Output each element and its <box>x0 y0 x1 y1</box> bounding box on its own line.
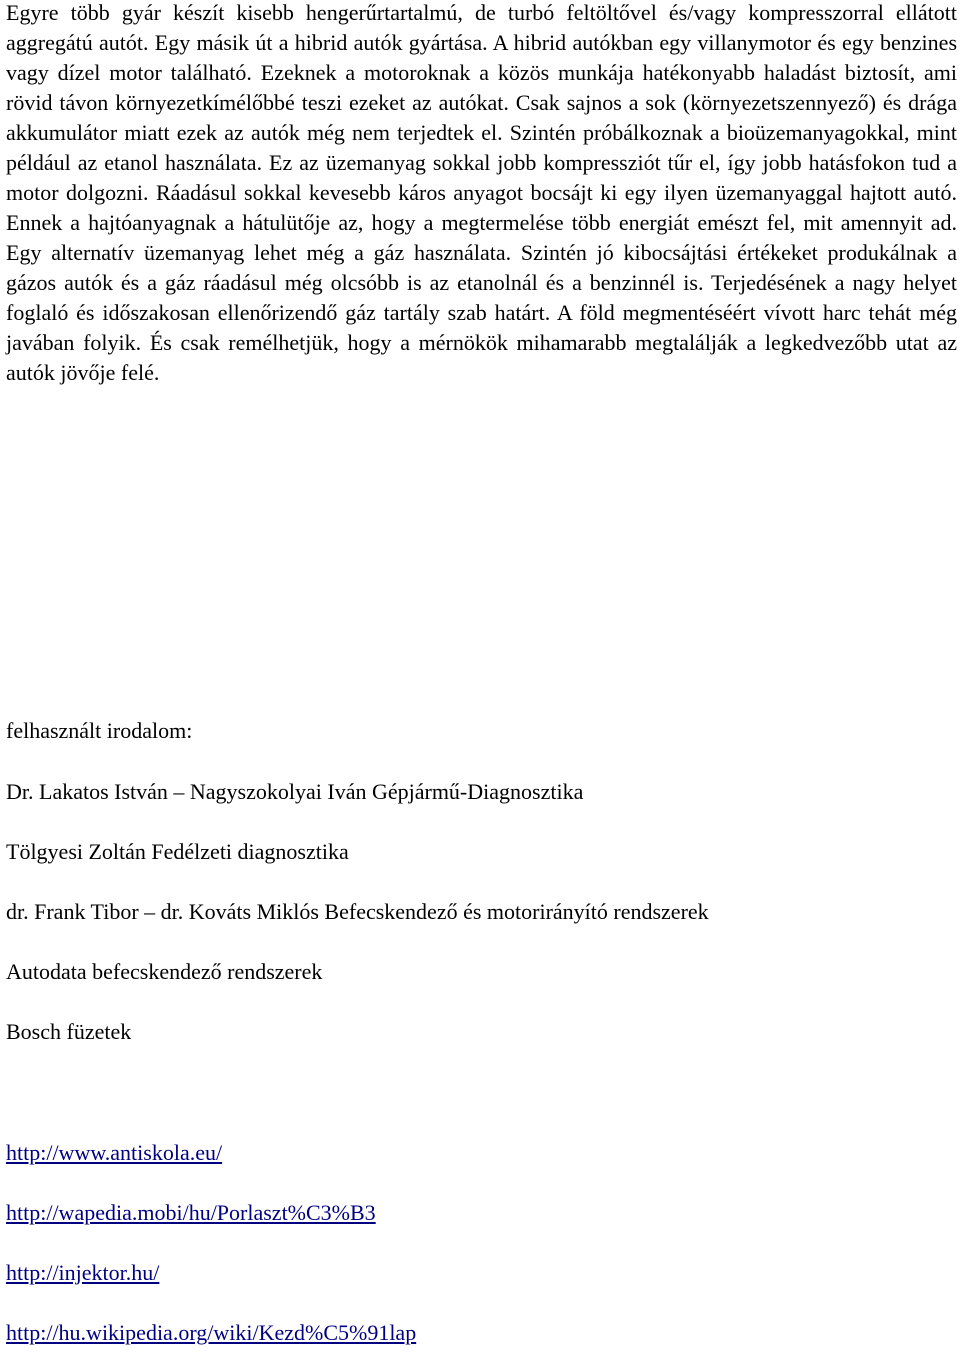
reference-item-bosch: Bosch füzetek <box>6 1019 132 1044</box>
reference-item-autodata: Autodata befecskendező rendszerek <box>6 959 323 984</box>
reference-link-wapedia[interactable]: http://wapedia.mobi/hu/Porlaszt%C3%B3 <box>6 1200 376 1225</box>
reference-link-row <box>6 1258 159 1288</box>
references-heading: felhasznált irodalom: <box>6 718 193 743</box>
reference-link-antiskola[interactable]: http://www.antiskola.eu/ <box>6 1140 223 1165</box>
reference-link-row <box>6 1138 222 1168</box>
reference-item-tolgyesi: Tölgyesi Zoltán Fedélzeti diagnosztika <box>6 839 349 864</box>
reference-link-injektor[interactable]: http://injektor.hu/ <box>6 1260 160 1285</box>
reference-link-row <box>6 1318 416 1348</box>
body-paragraph: Egyre több gyár készít kisebb hengerűrtartalmú, de turbó feltöltővel és/vagy kompresszorral ellátott aggregátú autót. Egy másik út a hibrid autók gyártása. A hibrid autókban egy villanymotor és egy benzines vagy dízel motor található. Ezeknek a motoroknak a közös munkája hatékonyabb haladást biztosít, ami rövid távon környezetkímélőbbé teszi ezeket az autókat. Csak sajnos a sok (környezetszennyező) és drága akkumulátor miatt ezek az autók még nem terjedtek el. Szintén próbálkoznak a bioüzemanyagokkal, mint például az etanol használata. Ez az üzemanyag sokkal jobb kompressziót tűr el, így jobb hatásfokon tud a motor dolgozni. Ráadásul sokkal kevesebb káros anyagot bocsájt ki egy ilyen üzemanyaggal hajtott autó. Ennek a hajtóanyagnak a hátulütője az, hogy a megtermelése több energiát emészt fel, mit amennyit ad. Egy alternatív üzemanyag lehet még a gáz használata. Szintén jó kibocsájtási értékeket produkálnak a gázos autók és a gáz ráadásul még olcsóbb is az etanolnál és a benzinnél is. Terjedésének a nagy helyet foglaló és időszakosan ellenőrizendő gáz tartály szab határt. A föld megmentéséért vívott harc tehát még javában folyik. És csak remélhetjük, hogy a mérnökök mihamarabb megtalálják a legkedvezőbb utat az autók jövője felé. <box>6 0 957 385</box>
reference-link-row <box>6 1198 376 1228</box>
reference-item-lakatos: Dr. Lakatos István – Nagyszokolyai Iván Gépjármű-Diagnosztika <box>6 779 584 804</box>
reference-link-wikipedia[interactable]: http://hu.wikipedia.org/wiki/Kezd%C5%91lap <box>6 1320 417 1345</box>
reference-item-frank-kovats: dr. Frank Tibor – dr. Kováts Miklós Befecskendező és motorirányító rendszerek <box>6 899 709 924</box>
